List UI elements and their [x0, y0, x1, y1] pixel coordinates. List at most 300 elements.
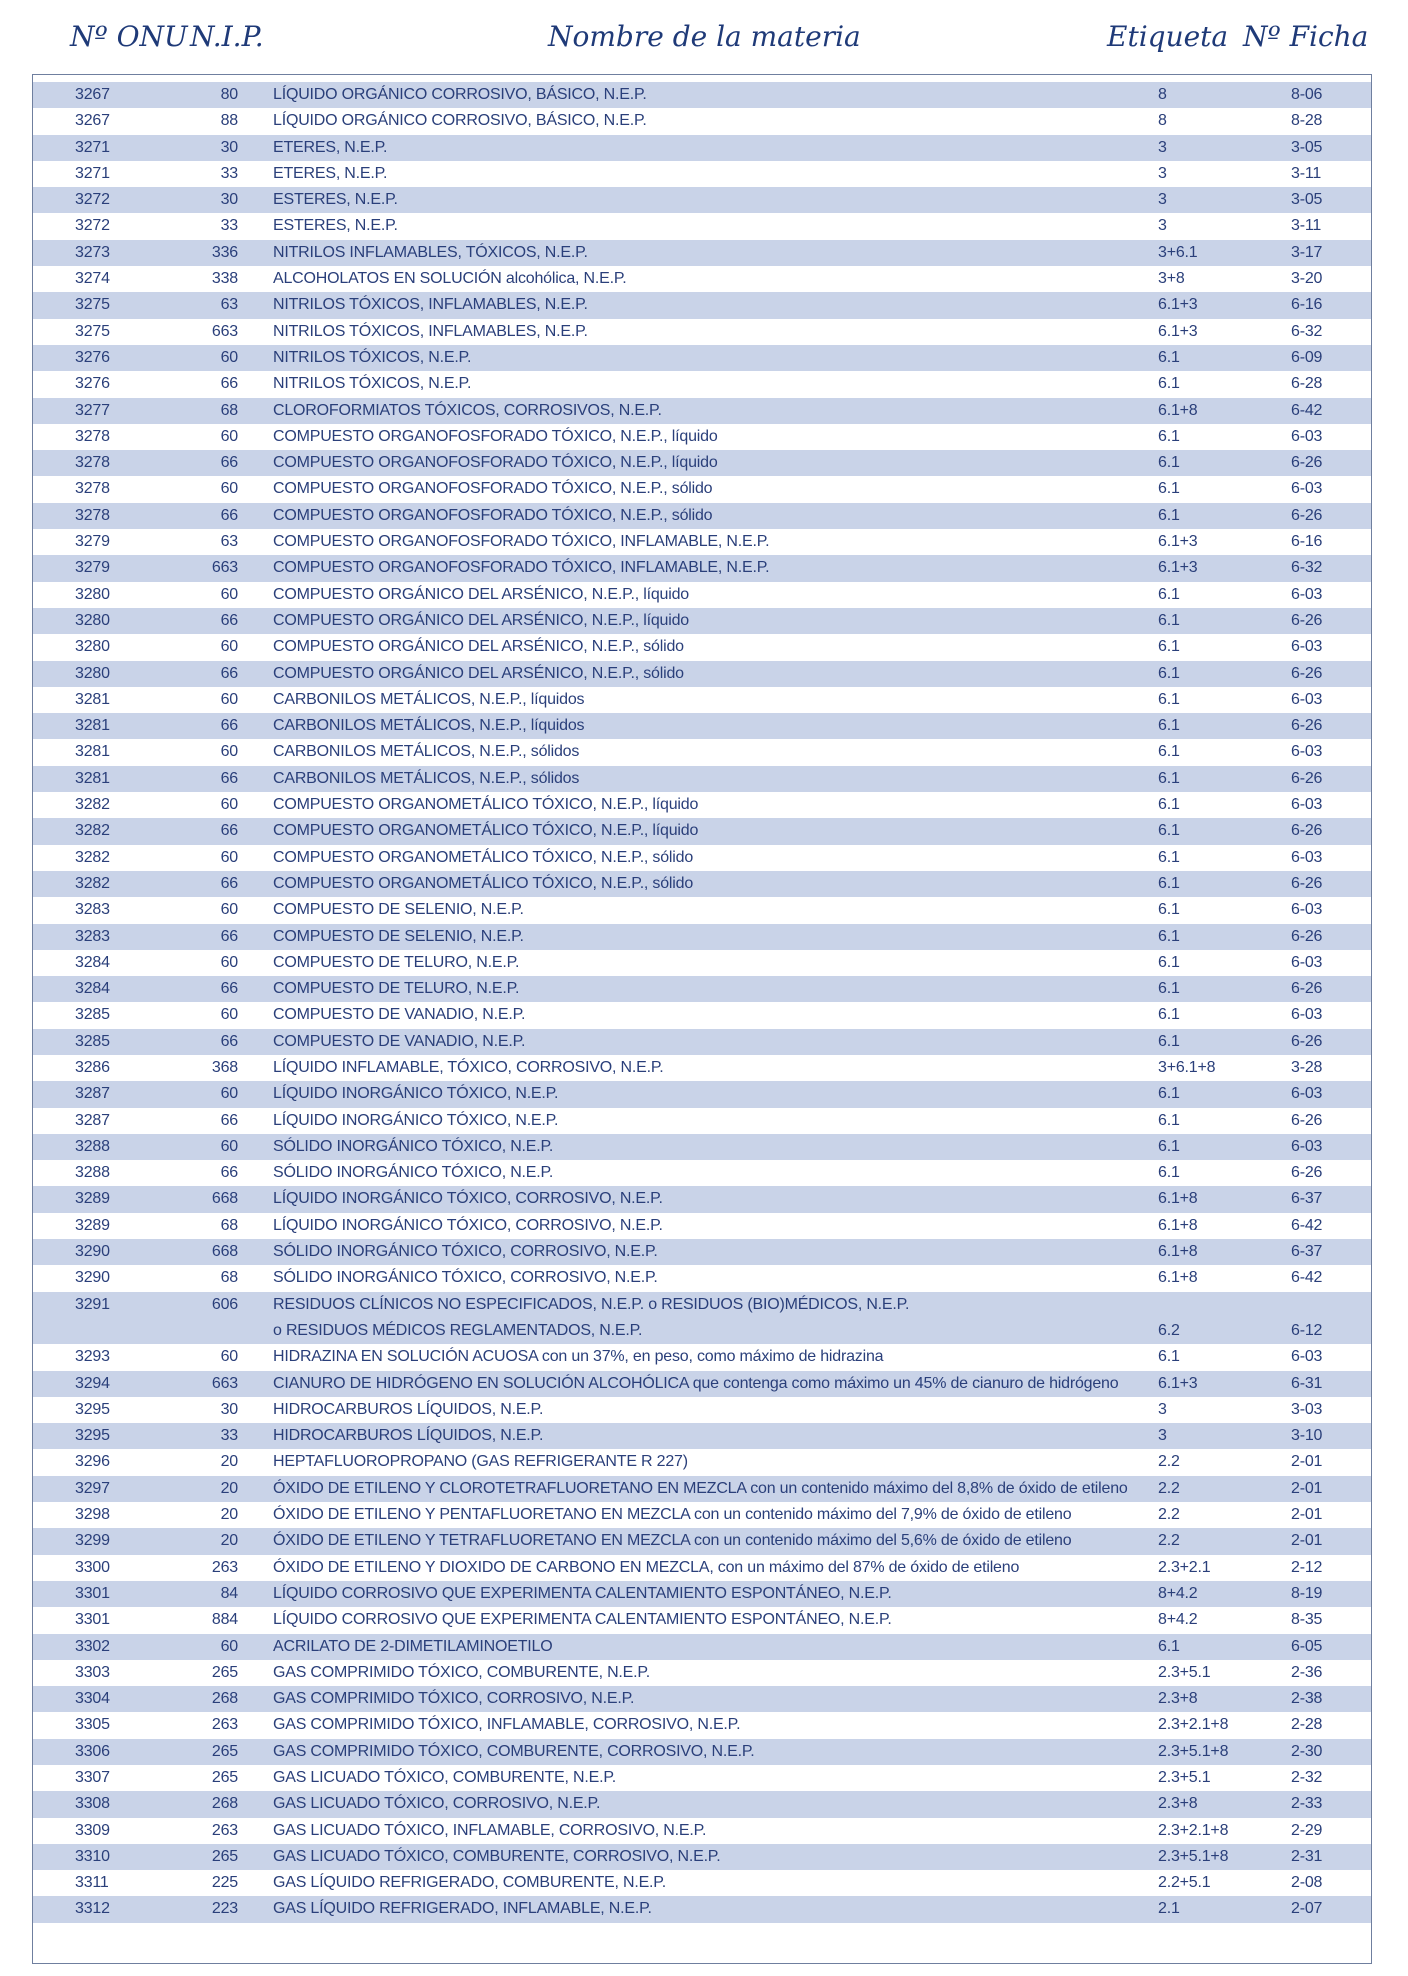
- cell-onu: 3301: [75, 1611, 110, 1629]
- cell-nip: 338: [211, 270, 238, 288]
- cell-nip: 60: [220, 743, 238, 761]
- cell-nip: 66: [220, 611, 238, 629]
- cell-etiqueta: 6.1: [1158, 1085, 1180, 1103]
- cell-onu: 3296: [75, 1453, 110, 1471]
- cell-onu: 3305: [75, 1716, 110, 1734]
- cell-onu: 3282: [75, 796, 110, 814]
- cell-name: COMPUESTO ORGANOMETÁLICO TÓXICO, N.E.P., líquido: [273, 822, 699, 840]
- cell-ficha: 6-03: [1291, 1137, 1323, 1155]
- cell-nip: 223: [211, 1900, 238, 1918]
- table-row: [33, 1134, 1371, 1160]
- cell-ficha: 6-26: [1291, 1111, 1323, 1129]
- cell-onu: 3287: [75, 1111, 110, 1129]
- cell-nip: 268: [211, 1690, 238, 1708]
- cell-onu: 3281: [75, 743, 110, 761]
- cell-etiqueta: 6.1: [1158, 585, 1180, 603]
- cell-etiqueta: 6.1: [1158, 874, 1180, 892]
- cell-etiqueta: 6.1: [1158, 611, 1180, 629]
- cell-ficha: 6-26: [1291, 769, 1323, 787]
- cell-etiqueta: 2.1: [1158, 1900, 1180, 1918]
- cell-name: CARBONILOS METÁLICOS, N.E.P., sólidos: [273, 743, 580, 761]
- cell-etiqueta: 6.1: [1158, 769, 1180, 787]
- table-row: [33, 634, 1371, 660]
- cell-etiqueta: 8: [1158, 112, 1167, 130]
- cell-name: [273, 1292, 1153, 1345]
- cell-name: ESTERES, N.E.P.: [273, 191, 398, 209]
- table-row: [33, 1818, 1371, 1844]
- table-row: [33, 950, 1371, 976]
- cell-name: LÍQUIDO CORROSIVO QUE EXPERIMENTA CALENTAMIENTO ESPONTÁNEO, N.E.P.: [273, 1611, 892, 1629]
- table-row: [33, 424, 1371, 450]
- cell-name: LÍQUIDO CORROSIVO QUE EXPERIMENTA CALENTAMIENTO ESPONTÁNEO, N.E.P.: [273, 1584, 892, 1602]
- cell-nip: 663: [211, 559, 238, 577]
- cell-name: HIDROCARBUROS LÍQUIDOS, N.E.P.: [273, 1400, 544, 1418]
- cell-nip: 66: [220, 1111, 238, 1129]
- cell-nip: 268: [211, 1795, 238, 1813]
- table-row: [33, 1239, 1371, 1265]
- cell-nip: 66: [220, 454, 238, 472]
- cell-ficha: 6-03: [1291, 638, 1323, 656]
- cell-onu: 3298: [75, 1506, 110, 1524]
- cell-name: GAS LICUADO TÓXICO, INFLAMABLE, CORROSIVO, N.E.P.: [273, 1821, 707, 1839]
- cell-nip: 33: [220, 217, 238, 235]
- cell-onu: 3280: [75, 638, 110, 656]
- table-row: [33, 766, 1371, 792]
- cell-nip: 66: [220, 769, 238, 787]
- cell-etiqueta: 6.1+8: [1158, 1269, 1198, 1287]
- table-row: [33, 213, 1371, 239]
- cell-nip: 263: [211, 1716, 238, 1734]
- cell-nip: 66: [220, 506, 238, 524]
- cell-nip: 265: [211, 1742, 238, 1760]
- cell-name: GAS LICUADO TÓXICO, CORROSIVO, N.E.P.: [273, 1795, 601, 1813]
- table-row: [33, 1844, 1371, 1870]
- cell-nip: 60: [220, 348, 238, 366]
- cell-onu: 3308: [75, 1795, 110, 1813]
- cell-nip: 263: [211, 1821, 238, 1839]
- table-row: [33, 1186, 1371, 1212]
- cell-name: COMPUESTO ORGANOMETÁLICO TÓXICO, N.E.P., sólido: [273, 848, 694, 866]
- cell-ficha: 6-42: [1291, 401, 1323, 419]
- table-row: [33, 871, 1371, 897]
- cell-nip: 60: [220, 1637, 238, 1655]
- cell-etiqueta: 3: [1158, 1400, 1167, 1418]
- cell-onu: 3293: [75, 1348, 110, 1366]
- table-row: [33, 398, 1371, 424]
- cell-name: ÓXIDO DE ETILENO Y TETRAFLUORETANO EN MEZCLA con un contenido máximo del 5,6% de óxido de etileno: [273, 1532, 1072, 1550]
- cell-ficha: 3-28: [1291, 1058, 1323, 1076]
- cell-onu: 3278: [75, 480, 110, 498]
- cell-onu: 3281: [75, 690, 110, 708]
- cell-etiqueta: 6.1: [1158, 480, 1180, 498]
- cell-onu: 3278: [75, 506, 110, 524]
- cell-name: COMPUESTO DE VANADIO, N.E.P.: [273, 1032, 526, 1050]
- table-row: [33, 845, 1371, 871]
- cell-ficha: 3-05: [1291, 138, 1323, 156]
- cell-etiqueta: 6.1: [1158, 848, 1180, 866]
- header-onu: Nº ONU: [70, 20, 188, 53]
- cell-etiqueta: 6.1: [1158, 1032, 1180, 1050]
- cell-name: HIDROCARBUROS LÍQUIDOS, N.E.P.: [273, 1427, 544, 1445]
- cell-onu: 3309: [75, 1821, 110, 1839]
- cell-etiqueta: 3+6.1+8: [1158, 1058, 1216, 1076]
- cell-etiqueta: 6.1: [1158, 690, 1180, 708]
- cell-onu: 3297: [75, 1479, 110, 1497]
- cell-onu: 3290: [75, 1243, 110, 1261]
- table-row: [33, 1581, 1371, 1607]
- cell-onu: 3284: [75, 953, 110, 971]
- cell-nip: 68: [220, 1269, 238, 1287]
- table-row: [33, 345, 1371, 371]
- cell-ficha: 3-03: [1291, 1400, 1323, 1418]
- cell-name: GAS COMPRIMIDO TÓXICO, INFLAMABLE, CORROSIVO, N.E.P.: [273, 1716, 741, 1734]
- table-row: [33, 661, 1371, 687]
- cell-onu: 3300: [75, 1558, 110, 1576]
- cell-nip: 60: [220, 953, 238, 971]
- cell-ficha: 6-05: [1291, 1637, 1323, 1655]
- cell-etiqueta: 6.1+3: [1158, 1374, 1198, 1392]
- cell-ficha: 6-26: [1291, 664, 1323, 682]
- cell-onu: 3280: [75, 585, 110, 603]
- cell-ficha: 6-26: [1291, 1164, 1323, 1182]
- cell-ficha: 6-32: [1291, 559, 1323, 577]
- cell-etiqueta: 6.1+8: [1158, 1216, 1198, 1234]
- cell-nip: 60: [220, 1137, 238, 1155]
- cell-name: CARBONILOS METÁLICOS, N.E.P., sólidos: [273, 769, 580, 787]
- table-row: [33, 1265, 1371, 1291]
- cell-nip: 368: [211, 1058, 238, 1076]
- cell-name: LÍQUIDO ORGÁNICO CORROSIVO, BÁSICO, N.E.P.: [273, 86, 647, 103]
- cell-onu: 3282: [75, 874, 110, 892]
- cell-nip: 66: [220, 980, 238, 998]
- cell-etiqueta: 6.1: [1158, 822, 1180, 840]
- cell-nip: 68: [220, 401, 238, 419]
- cell-etiqueta: 6.1: [1158, 348, 1180, 366]
- cell-ficha: 3-11: [1291, 164, 1322, 182]
- cell-ficha: 2-29: [1291, 1821, 1323, 1839]
- cell-name: HIDRAZINA EN SOLUCIÓN ACUOSA con un 37%, en peso, como máximo de hidrazina: [273, 1348, 884, 1366]
- table-row: [33, 529, 1371, 555]
- table-row: [33, 1449, 1371, 1475]
- table-row: [33, 1712, 1371, 1738]
- cell-name: NITRILOS TÓXICOS, INFLAMABLES, N.E.P.: [273, 296, 588, 314]
- cell-ficha: 2-30: [1291, 1742, 1323, 1760]
- cell-etiqueta: 6.1+3: [1158, 559, 1198, 577]
- cell-etiqueta: 6.1: [1158, 901, 1180, 919]
- cell-name: ÓXIDO DE ETILENO Y CLOROTETRAFLUORETANO EN MEZCLA con un contenido máximo del 8,8% de óxido de etileno: [273, 1479, 1128, 1497]
- cell-onu: 3282: [75, 848, 110, 866]
- cell-etiqueta: 2.2: [1158, 1506, 1180, 1524]
- cell-name: CARBONILOS METÁLICOS, N.E.P., líquidos: [273, 690, 585, 708]
- cell-name: COMPUESTO ORGANOFOSFORADO TÓXICO, N.E.P., líquido: [273, 454, 718, 472]
- cell-onu: 3282: [75, 822, 110, 840]
- cell-onu: 3285: [75, 1032, 110, 1050]
- cell-nip: 80: [220, 86, 238, 103]
- cell-ficha: 2-32: [1291, 1769, 1323, 1786]
- cell-etiqueta: 6.1: [1158, 664, 1180, 682]
- cell-ficha: 6-16: [1291, 296, 1323, 314]
- cell-nip: 66: [220, 874, 238, 892]
- table-row: [33, 161, 1371, 187]
- cell-etiqueta: 6.1: [1158, 1164, 1180, 1182]
- cell-name: COMPUESTO ORGÁNICO DEL ARSÉNICO, N.E.P., líquido: [273, 611, 690, 629]
- cell-etiqueta: 2.3+5.1: [1158, 1769, 1211, 1786]
- cell-ficha: 2-12: [1291, 1558, 1323, 1576]
- cell-etiqueta: 6.1+8: [1158, 1243, 1198, 1261]
- cell-onu: 3291: [75, 1295, 110, 1313]
- cell-etiqueta: 2.3+2.1+8: [1158, 1821, 1229, 1839]
- cell-name: GAS LICUADO TÓXICO, COMBURENTE, CORROSIVO, N.E.P.: [273, 1847, 721, 1865]
- cell-nip: 63: [220, 296, 238, 314]
- cell-nip: 20: [220, 1506, 238, 1524]
- cell-name: LÍQUIDO INORGÁNICO TÓXICO, N.E.P.: [273, 1085, 559, 1103]
- table-row: [33, 1896, 1371, 1922]
- cell-name: SÓLIDO INORGÁNICO TÓXICO, CORROSIVO, N.E.P.: [273, 1243, 658, 1261]
- cell-nip: 668: [211, 1243, 238, 1261]
- cell-ficha: 6-03: [1291, 953, 1323, 971]
- table-row: [33, 1739, 1371, 1765]
- cell-nip: 33: [220, 164, 238, 182]
- cell-onu: 3288: [75, 1164, 110, 1182]
- cell-ficha: 6-03: [1291, 1006, 1323, 1024]
- cell-etiqueta: 6.1: [1158, 506, 1180, 524]
- table-row: [33, 1423, 1371, 1449]
- table-row: [33, 187, 1371, 213]
- table-row: [33, 1081, 1371, 1107]
- cell-etiqueta: 2.2: [1158, 1479, 1180, 1497]
- cell-ficha: 2-33: [1291, 1795, 1323, 1813]
- cell-name: CIANURO DE HIDRÓGENO EN SOLUCIÓN ALCOHÓLICA que contenga como máximo un 45% de cianuro de hidrógeno: [273, 1374, 1119, 1392]
- cell-onu: 3285: [75, 1006, 110, 1024]
- cell-onu: 3274: [75, 270, 110, 288]
- cell-etiqueta: 6.1+3: [1158, 296, 1198, 314]
- cell-name: COMPUESTO ORGÁNICO DEL ARSÉNICO, N.E.P., líquido: [273, 585, 690, 603]
- cell-nip: 60: [220, 796, 238, 814]
- cell-etiqueta: 6.1: [1158, 454, 1180, 472]
- cell-ficha: 2-01: [1291, 1506, 1323, 1524]
- cell-nip: 336: [211, 243, 238, 261]
- cell-name: COMPUESTO ORGANOFOSFORADO TÓXICO, INFLAMABLE, N.E.P.: [273, 559, 770, 577]
- cell-ficha: 2-08: [1291, 1874, 1323, 1892]
- cell-name: LÍQUIDO ORGÁNICO CORROSIVO, BÁSICO, N.E.P.: [273, 112, 647, 130]
- cell-etiqueta: 3+6.1: [1158, 243, 1198, 261]
- cell-nip: 20: [220, 1479, 238, 1497]
- cell-ficha: 2-07: [1291, 1900, 1323, 1918]
- cell-name: CLOROFORMIATOS TÓXICOS, CORROSIVOS, N.E.P.: [273, 401, 662, 419]
- cell-onu: 3312: [75, 1900, 110, 1918]
- table-row: [33, 1765, 1371, 1791]
- cell-ficha: 3-10: [1291, 1427, 1323, 1445]
- cell-name: GAS COMPRIMIDO TÓXICO, COMBURENTE, CORROSIVO, N.E.P.: [273, 1742, 755, 1760]
- cell-ficha: 6-28: [1291, 375, 1323, 393]
- cell-nip: 68: [220, 1216, 238, 1234]
- cell-nip: 66: [220, 664, 238, 682]
- table-row: [33, 1213, 1371, 1239]
- table-row: [33, 1686, 1371, 1712]
- table-row: [33, 1002, 1371, 1028]
- cell-name: NITRILOS INFLAMABLES, TÓXICOS, N.E.P.: [273, 243, 588, 261]
- table-row: [33, 82, 1371, 108]
- cell-ficha: 6-32: [1291, 322, 1323, 340]
- cell-etiqueta: 6.1+3: [1158, 533, 1198, 551]
- cell-name: LÍQUIDO INORGÁNICO TÓXICO, CORROSIVO, N.E.P.: [273, 1216, 663, 1234]
- cell-name: COMPUESTO DE TELURO, N.E.P.: [273, 953, 520, 971]
- cell-onu: 3281: [75, 717, 110, 735]
- cell-ficha: 6-37: [1291, 1243, 1323, 1261]
- cell-name: COMPUESTO ORGANOFOSFORADO TÓXICO, N.E.P., líquido: [273, 427, 718, 445]
- cell-etiqueta: 6.2: [1158, 1321, 1180, 1339]
- cell-etiqueta: 2.3+5.1+8: [1158, 1847, 1229, 1865]
- cell-onu: 3271: [75, 138, 110, 156]
- cell-nip: 33: [220, 1427, 238, 1445]
- cell-ficha: 6-09: [1291, 348, 1323, 366]
- cell-ficha: 6-26: [1291, 611, 1323, 629]
- cell-nip: 88: [220, 112, 238, 130]
- cell-etiqueta: 8+4.2: [1158, 1611, 1198, 1629]
- cell-nip: 84: [220, 1584, 238, 1602]
- cell-onu: 3302: [75, 1637, 110, 1655]
- cell-nip: 60: [220, 1006, 238, 1024]
- table-row: [33, 555, 1371, 581]
- table-header: [0, 14, 1408, 64]
- cell-onu: 3278: [75, 454, 110, 472]
- cell-name: GAS COMPRIMIDO TÓXICO, COMBURENTE, N.E.P.: [273, 1663, 651, 1681]
- cell-nip: 60: [220, 690, 238, 708]
- table-row: [33, 135, 1371, 161]
- table-row: [33, 1502, 1371, 1528]
- table-row: [33, 1029, 1371, 1055]
- table-row: [33, 1371, 1371, 1397]
- cell-etiqueta: 6.1+8: [1158, 401, 1198, 419]
- table-row: [33, 687, 1371, 713]
- cell-name: COMPUESTO ORGANOFOSFORADO TÓXICO, N.E.P., sólido: [273, 480, 713, 498]
- cell-nip: 225: [211, 1874, 238, 1892]
- table-row: [33, 1660, 1371, 1686]
- table-row: [33, 476, 1371, 502]
- header-name: Nombre de la materia: [548, 20, 861, 53]
- cell-nip: 60: [220, 480, 238, 498]
- cell-onu: 3267: [75, 112, 110, 130]
- cell-ficha: 6-26: [1291, 927, 1323, 945]
- cell-name: SÓLIDO INORGÁNICO TÓXICO, CORROSIVO, N.E.P.: [273, 1269, 658, 1287]
- cell-etiqueta: 2.3+2.1: [1158, 1558, 1211, 1576]
- cell-nip: 60: [220, 638, 238, 656]
- table-row: [33, 1055, 1371, 1081]
- cell-name: GAS LÍQUIDO REFRIGERADO, COMBURENTE, N.E.P.: [273, 1874, 666, 1892]
- cell-ficha: 3-20: [1291, 270, 1323, 288]
- cell-nip: 30: [220, 1400, 238, 1418]
- cell-nip: 265: [211, 1847, 238, 1865]
- table-row: [33, 792, 1371, 818]
- cell-name: GAS COMPRIMIDO TÓXICO, CORROSIVO, N.E.P.: [273, 1690, 635, 1708]
- table-row: [33, 371, 1371, 397]
- cell-etiqueta: 6.1+3: [1158, 322, 1198, 340]
- cell-name: COMPUESTO ORGANOFOSFORADO TÓXICO, INFLAMABLE, N.E.P.: [273, 533, 770, 551]
- header-ficha: Nº Ficha: [1243, 20, 1369, 53]
- table-row: [33, 503, 1371, 529]
- cell-ficha: 6-26: [1291, 874, 1323, 892]
- cell-ficha: 2-31: [1291, 1847, 1323, 1865]
- cell-etiqueta: 2.3+5.1+8: [1158, 1742, 1229, 1760]
- cell-ficha: 6-03: [1291, 796, 1323, 814]
- table-row: [33, 924, 1371, 950]
- table-row: [33, 1160, 1371, 1186]
- cell-onu: 3288: [75, 1137, 110, 1155]
- cell-etiqueta: 2.3+8: [1158, 1795, 1198, 1813]
- cell-ficha: 8-06: [1291, 86, 1323, 103]
- cell-name: GAS LICUADO TÓXICO, COMBURENTE, N.E.P.: [273, 1769, 616, 1786]
- cell-ficha: 6-37: [1291, 1190, 1323, 1208]
- cell-etiqueta: 6.1: [1158, 375, 1180, 393]
- cell-name: ETERES, N.E.P.: [273, 164, 388, 182]
- cell-name: CARBONILOS METÁLICOS, N.E.P., líquidos: [273, 717, 585, 735]
- cell-ficha: 2-38: [1291, 1690, 1323, 1708]
- cell-nip: 668: [211, 1190, 238, 1208]
- cell-etiqueta: 6.1+8: [1158, 1190, 1198, 1208]
- cell-nip: 66: [220, 927, 238, 945]
- table-row: [33, 1870, 1371, 1896]
- cell-nip: 20: [220, 1532, 238, 1550]
- cell-nip: 66: [220, 1164, 238, 1182]
- cell-etiqueta: 3: [1158, 1427, 1167, 1445]
- cell-ficha: 2-36: [1291, 1663, 1323, 1681]
- cell-nip: 60: [220, 1085, 238, 1103]
- cell-onu: 3303: [75, 1663, 110, 1681]
- cell-nip: 265: [211, 1663, 238, 1681]
- table-row: [33, 1292, 1371, 1345]
- table-row: [33, 1476, 1371, 1502]
- cell-onu: 3304: [75, 1690, 110, 1708]
- table-row: [33, 976, 1371, 1002]
- cell-nip: 663: [211, 1374, 238, 1392]
- cell-onu: 3307: [75, 1769, 110, 1786]
- cell-name: COMPUESTO ORGANOMETÁLICO TÓXICO, N.E.P., sólido: [273, 874, 694, 892]
- cell-ficha: 6-03: [1291, 427, 1323, 445]
- cell-onu: 3283: [75, 927, 110, 945]
- cell-etiqueta: 6.1: [1158, 1006, 1180, 1024]
- cell-onu: 3283: [75, 901, 110, 919]
- cell-onu: 3281: [75, 769, 110, 787]
- cell-nip: 30: [220, 138, 238, 156]
- cell-etiqueta: 6.1: [1158, 1137, 1180, 1155]
- cell-onu: 3280: [75, 611, 110, 629]
- header-etiqueta: Etiqueta: [1107, 20, 1229, 53]
- cell-nip: 60: [220, 901, 238, 919]
- cell-etiqueta: 6.1: [1158, 796, 1180, 814]
- table-row: [33, 1607, 1371, 1633]
- cell-etiqueta: 6.1: [1158, 980, 1180, 998]
- cell-ficha: 6-12: [1291, 1321, 1323, 1339]
- cell-onu: 3277: [75, 401, 110, 419]
- cell-onu: 3289: [75, 1216, 110, 1234]
- cell-onu: 3286: [75, 1058, 110, 1076]
- cell-onu: 3276: [75, 375, 110, 393]
- cell-etiqueta: 8: [1158, 86, 1167, 103]
- cell-nip: 884: [211, 1611, 238, 1629]
- cell-etiqueta: 2.3+5.1: [1158, 1663, 1211, 1681]
- cell-ficha: 6-03: [1291, 848, 1323, 866]
- cell-nip: 663: [211, 322, 238, 340]
- cell-ficha: 2-28: [1291, 1716, 1323, 1734]
- table-row: [33, 266, 1371, 292]
- cell-etiqueta: 6.1: [1158, 717, 1180, 735]
- cell-ficha: 2-01: [1291, 1479, 1323, 1497]
- table-row: [33, 1791, 1371, 1817]
- cell-name: COMPUESTO ORGÁNICO DEL ARSÉNICO, N.E.P., sólido: [273, 638, 684, 656]
- cell-ficha: 6-26: [1291, 717, 1323, 735]
- cell-ficha: 3-05: [1291, 191, 1323, 209]
- cell-name: LÍQUIDO INFLAMABLE, TÓXICO, CORROSIVO, N.E.P.: [273, 1058, 664, 1076]
